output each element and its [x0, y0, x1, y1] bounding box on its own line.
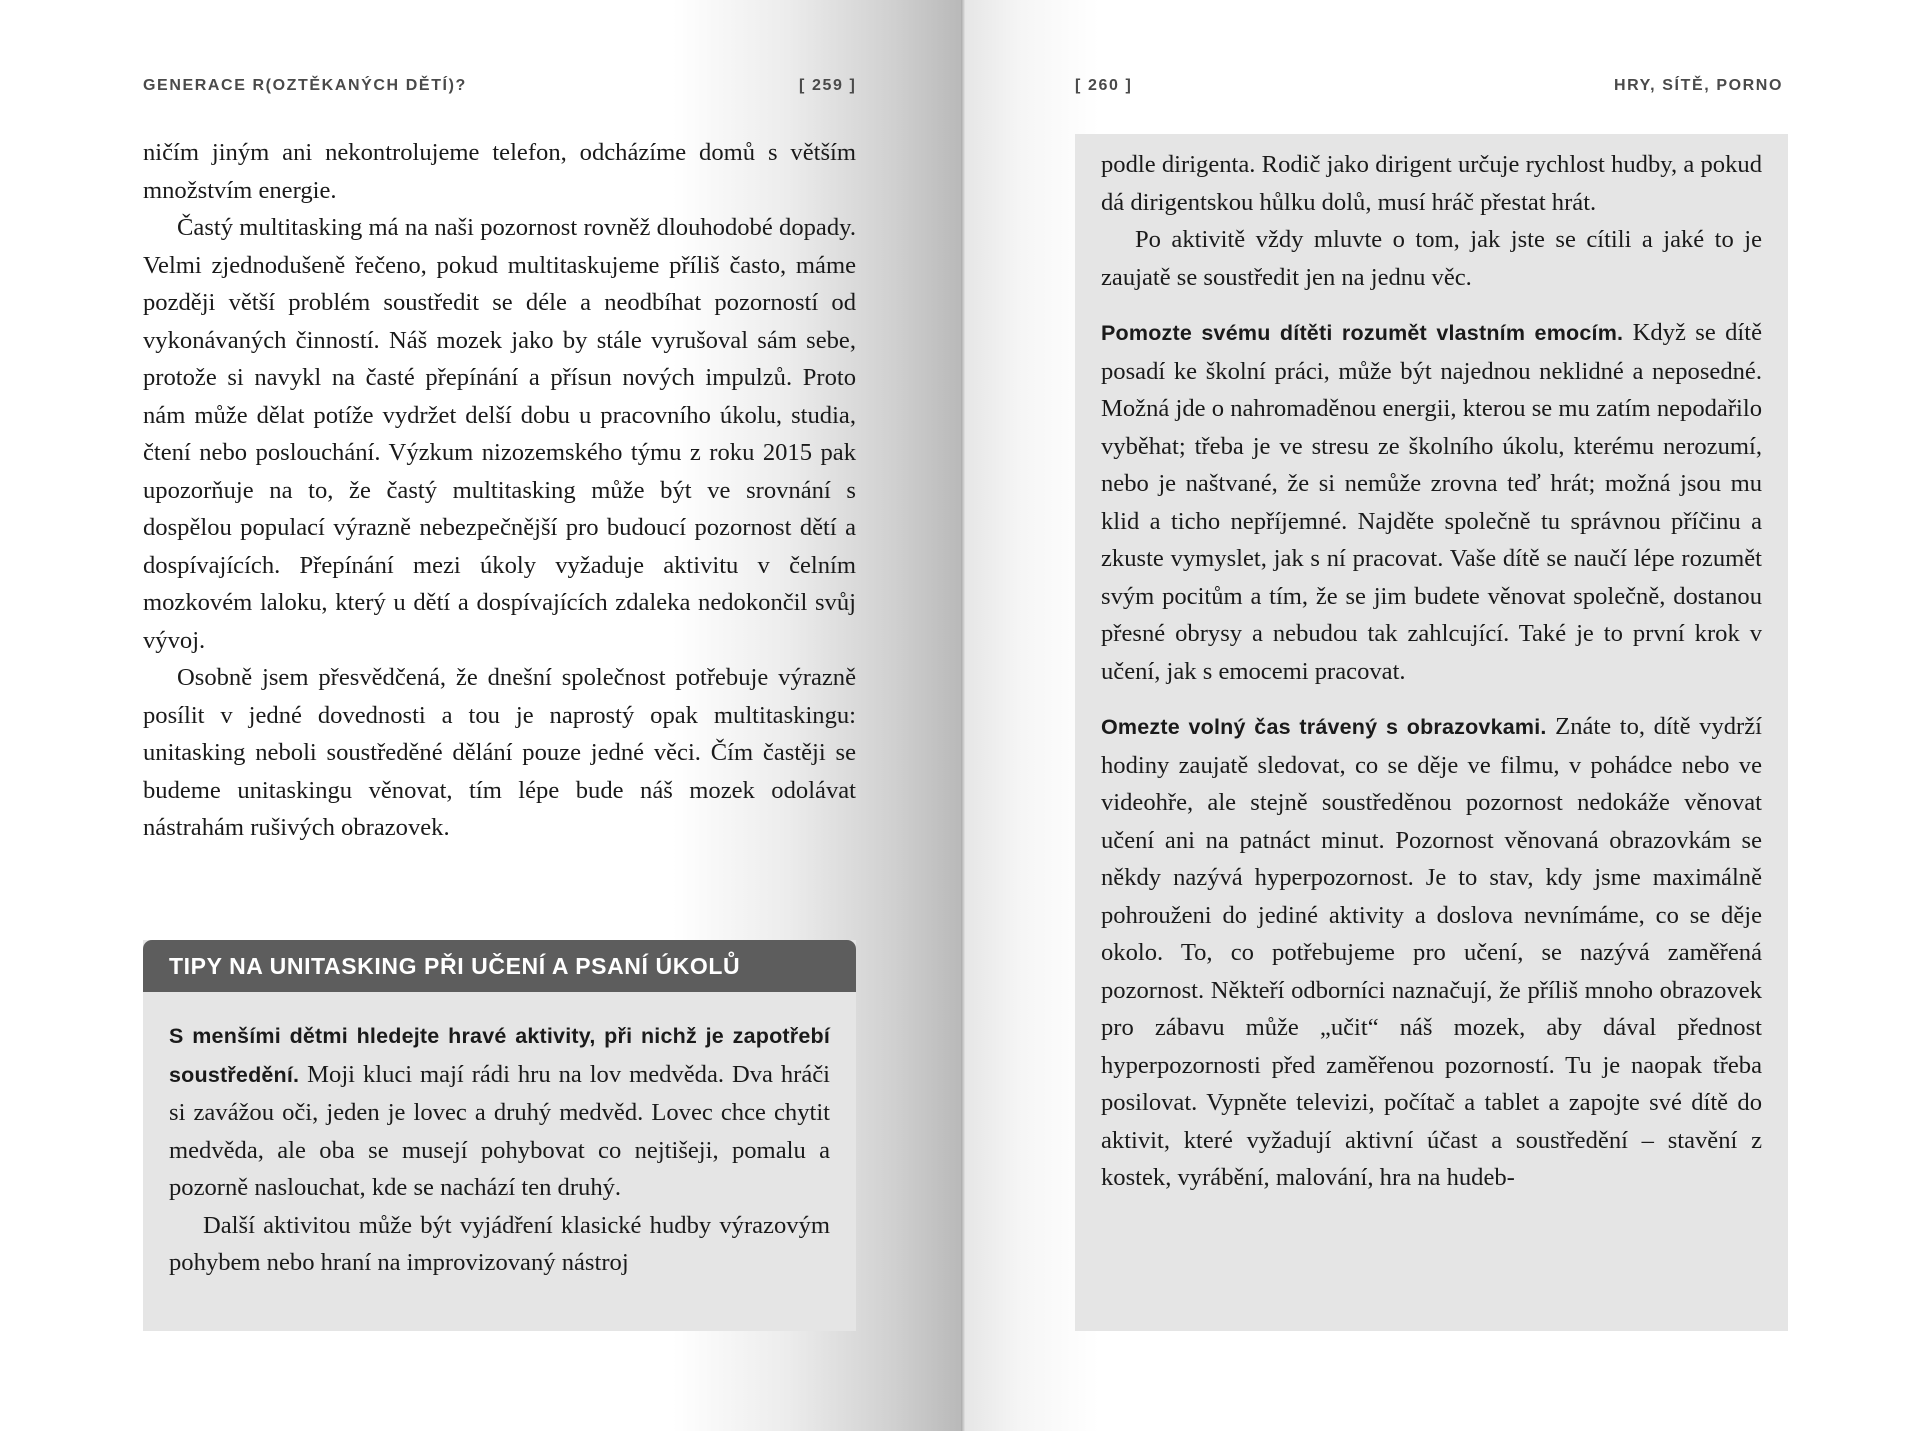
- tip-lead: Omezte volný čas trávený s obrazovkami.: [1101, 715, 1547, 739]
- tips-box: [143, 940, 856, 1331]
- left-page: [0, 0, 961, 1431]
- page-number-right: [ 260 ]: [1075, 77, 1133, 94]
- paragraph: ničím jiným ani nekontrolujeme telefon, odcházíme domů s větším množstvím energie.: [143, 139, 856, 204]
- tips-box-continued: [1075, 134, 1788, 1331]
- tip-paragraph: Po aktivitě vždy mluvte o tom, jak jste se cítili a jaké to je zaujatě se soustředit jen na jednu věc.: [1101, 226, 1762, 291]
- right-page: [965, 0, 1923, 1431]
- tip-text: Když se dítě posadí ke školní práci, může být najednou neklidné a neposedné. Možná jde o nahromaděnou energii, kterou se mu zatím nepodařilo vyběhat; třeba je ve stresu ze školního úkolu, kterému nerozumí, nebo je naštvané, že si nemůže zrovna teď hrát; možná jsou mu klid a ticho nepříjemné. Najděte společně tu správnou příčinu a zkuste vymyslet, jak s ní pracovat. Vaše dítě se naučí lépe rozumět svým pocitům a tím, že se jim budete věnovat společně, dostanou přesné obrysy a nebudou tak zahlcující. Také je to první krok v učení, jak s emocemi pracovat.: [1101, 319, 1762, 685]
- paragraph: Osobně jsem přesvědčená, že dnešní společnost potřebuje výrazně posílit v jedné dovednosti a tou je naprostý opak multitaskingu: unitasking neboli soustředěné dělání pouze jedné věci. Čím častěji se budeme unitaskingu věnovat, tím lépe bude náš mozek odolávat nástrahám rušivých obrazovek.: [143, 664, 856, 841]
- tips-box-continued-text: [1101, 146, 1762, 1197]
- tip-text: Znáte to, dítě vydrží hodiny zaujatě sledovat, co se děje ve filmu, v pohádce nebo ve videohře, ale stejně soustředěnou pozornost nedokáže věnovat učení ani na patnáct minut. Pozornost věnovaná obrazovkám se někdy nazývá hyperpozornost. Je to stav, kdy jsme maximálně pohrouženi do jediné aktivity a doslova nevnímáme, co se děje okolo. To, co potřebujeme pro učení, se nazývá zaměřená pozornost. Někteří odborníci naznačují, že příliš mnoho obrazovek pro zábavu může „učit“ náš mozek, aby dával přednost hyperpozornosti před zaměřenou pozorností. Tu je naopak třeba posilovat. Vypněte televizi, počítač a tablet a zapojte své dítě do aktivit, které vyžadují aktivní účast a soustředění – stavění z kostek, vyrábění, malování, hra na hudeb-: [1101, 713, 1762, 1191]
- running-title-right: HRY, SÍTĚ, PORNO: [1613, 77, 1783, 94]
- tips-box-text: [169, 1017, 830, 1282]
- tip-paragraph: podle dirigenta. Rodič jako dirigent určuje rychlost hudby, a pokud dá dirigentskou hůlku dolů, musí hráč přestat hrát.: [1101, 151, 1762, 216]
- tip-paragraph: [1101, 314, 1762, 690]
- tip-paragraph: Další aktivitou může být vyjádření klasické hudby výrazovým pohybem nebo hraní na improvizovaný nástroj: [169, 1211, 830, 1276]
- page-number-left: [ 259 ]: [799, 77, 857, 94]
- tip-paragraph: [169, 1017, 830, 1207]
- left-body-text: [143, 134, 856, 847]
- paragraph: Častý multitasking má na naši pozornost rovněž dlouhodobé dopady. Velmi zjednodušeně řečeno, pokud multitaskujeme příliš často, máme později větší problém soustředit se déle a neodbíhat pozorností od vykonávaných činností. Náš mozek jako by stále vyrušoval sám sebe, protože si navykl na časté přepínání a přísun nových impulzů. Proto nám může dělat potíže vydržet delší dobu u pracovního úkolu, studia, čtení nebo poslouchání. Výzkum nizozemského týmu z roku 2015 pak upozorňuje na to, že častý multitasking může být ve srovnání s dospělou populací výrazně nebezpečnější pro budoucí pozornost dětí a dospívajících. Přepínání mezi úkoly vyžaduje aktivitu v čelním mozkovém laloku, který u dětí a dospívajících zdaleka nedokončil svůj vývoj.: [143, 214, 856, 654]
- tip-text: Moji kluci mají rádi hru na lov medvěda. Dva hráči si zavážou oči, jeden je lovec a druhý medvěd. Lovec chce chytit medvěda, ale oba se musejí pohybovat co nejtišeji, pomalu a pozorně naslouchat, kde se nachází ten druhý.: [169, 1060, 830, 1201]
- tip-paragraph: [1101, 708, 1762, 1197]
- tip-lead: S menšími dětmi hledejte hravé aktivity, při nichž je zapotřebí soustředění.: [169, 1024, 830, 1087]
- tip-lead: Pomozte svému dítěti rozumět vlastním emocím.: [1101, 321, 1624, 345]
- tips-box-title: TIPY NA UNITASKING PŘI UČENÍ A PSANÍ ÚKOLŮ: [143, 940, 856, 992]
- running-title-left: GENERACE R(OZTĚKANÝCH DĚTÍ)?: [143, 77, 467, 94]
